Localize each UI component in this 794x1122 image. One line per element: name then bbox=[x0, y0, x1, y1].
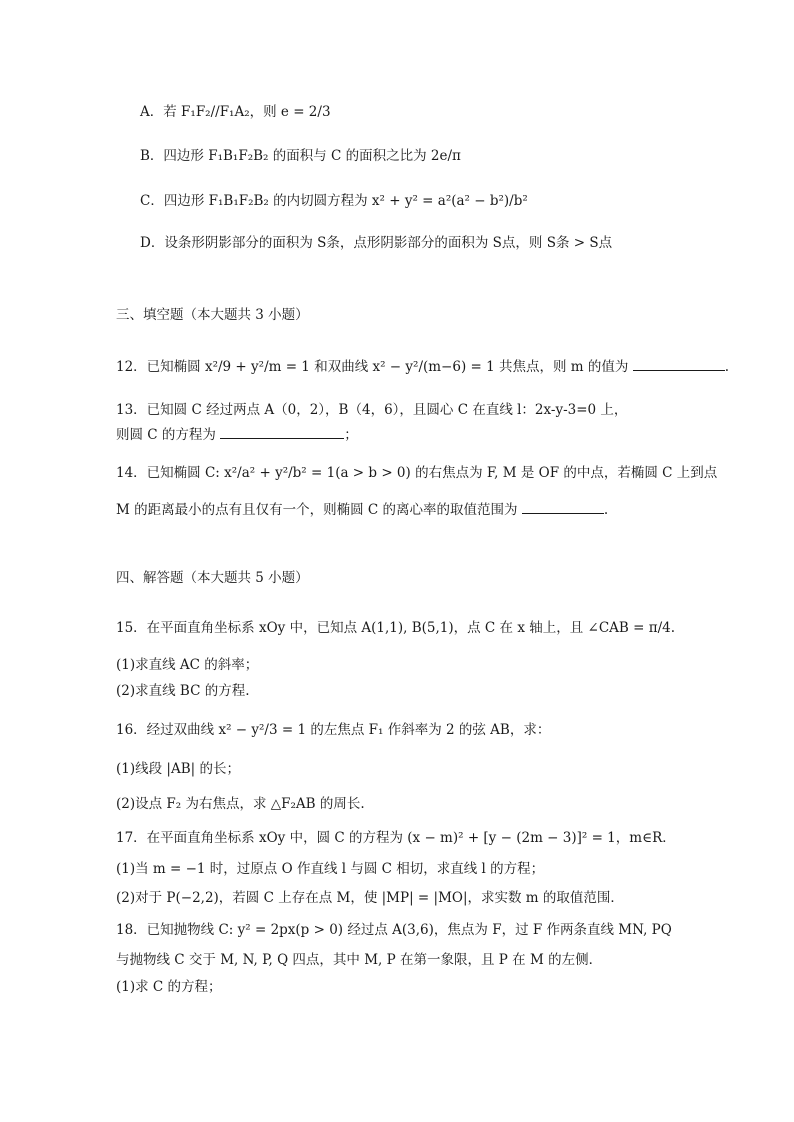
option-a: A．若 F₁F₂//F₁A₂，则 e = 2/3 bbox=[140, 104, 331, 120]
question-16-part-2: (2)设点 F₂ 为右焦点，求 △F₂AB 的周长. bbox=[116, 796, 365, 812]
answer-blank-13 bbox=[220, 424, 344, 439]
section-3-title: 三、填空题（本大题共 3 小题） bbox=[116, 307, 309, 323]
question-14-line-1: 14．已知椭圆 C: x²/a² + y²/b² = 1(a > b > 0) 的右焦点为 F, M 是 OF 的中点，若椭圆 C 上到点 bbox=[116, 465, 718, 481]
question-15-part-1: (1)求直线 AC 的斜率； bbox=[116, 657, 259, 673]
question-17: 17．在平面直角坐标系 xOy 中，圆 C 的方程为 (x − m)² + [y − (2m − 3)]² = 1，m∈R． bbox=[116, 830, 676, 846]
answer-blank-12 bbox=[633, 356, 725, 371]
question-14-line-2: M 的距离最小的点有且仅有一个，则椭圆 C 的离心率的取值范围为 . bbox=[116, 499, 794, 521]
question-12-text: 12．已知椭圆 x²/9 + y²/m = 1 和双曲线 x² − y²/(m−6) = 1 共焦点，则 m 的值为 bbox=[116, 359, 629, 375]
question-12: 12．已知椭圆 x²/9 + y²/m = 1 和双曲线 x² − y²/(m−6) = 1 共焦点，则 m 的值为 . bbox=[116, 356, 794, 378]
question-13-line-1: 13．已知圆 C 经过两点 A（0，2），B（4，6），且圆心 C 在直线 l：2x-y-3=0 上， bbox=[116, 402, 628, 418]
answer-blank-14 bbox=[522, 499, 604, 514]
question-18-part-1: (1)求 C 的方程； bbox=[116, 979, 222, 995]
option-c: C．四边形 F₁B₁F₂B₂ 的内切圆方程为 x² + y² = a²(a² − b²)/b² bbox=[140, 193, 528, 209]
question-15-part-2: (2)求直线 BC 的方程. bbox=[116, 683, 250, 699]
question-13-text: 则圆 C 的方程为 bbox=[116, 427, 216, 443]
question-16-part-1: (1)线段 |AB| 的长； bbox=[116, 761, 240, 777]
question-17-part-1: (1)当 m = −1 时，过原点 O 作直线 l 与圆 C 相切，求直线 l 的方程； bbox=[116, 861, 545, 877]
option-d: D．设条形阴影部分的面积为 S条，点形阴影部分的面积为 S点，则 S条 > S点 bbox=[140, 235, 613, 251]
section-4-title: 四、解答题（本大题共 5 小题） bbox=[116, 570, 309, 586]
question-18-line-1: 18．已知抛物线 C: y² = 2px(p > 0) 经过点 A(3,6)，焦点为 F，过 F 作两条直线 MN, PQ bbox=[116, 922, 672, 938]
question-13-line-2: 则圆 C 的方程为 ； bbox=[116, 424, 794, 446]
question-15: 15．在平面直角坐标系 xOy 中，已知点 A(1,1), B(5,1)，点 C 在 x 轴上，且 ∠CAB = π/4. bbox=[116, 620, 676, 636]
question-17-part-2: (2)对于 P(−2,2)，若圆 C 上存在点 M，使 |MP| = |MO|，求实数 m 的取值范围． bbox=[116, 890, 624, 906]
question-18-line-2: 与抛物线 C 交于 M, N, P, Q 四点，其中 M, P 在第一象限，且 P 在 M 的左侧． bbox=[116, 952, 603, 968]
question-16: 16．经过双曲线 x² − y²/3 = 1 的左焦点 F₁ 作斜率为 2 的弦 AB，求： bbox=[116, 722, 551, 738]
option-b: B．四边形 F₁B₁F₂B₂ 的面积与 C 的面积之比为 2e/π bbox=[140, 148, 461, 164]
question-14-text: M 的距离最小的点有且仅有一个，则椭圆 C 的离心率的取值范围为 bbox=[116, 502, 518, 518]
